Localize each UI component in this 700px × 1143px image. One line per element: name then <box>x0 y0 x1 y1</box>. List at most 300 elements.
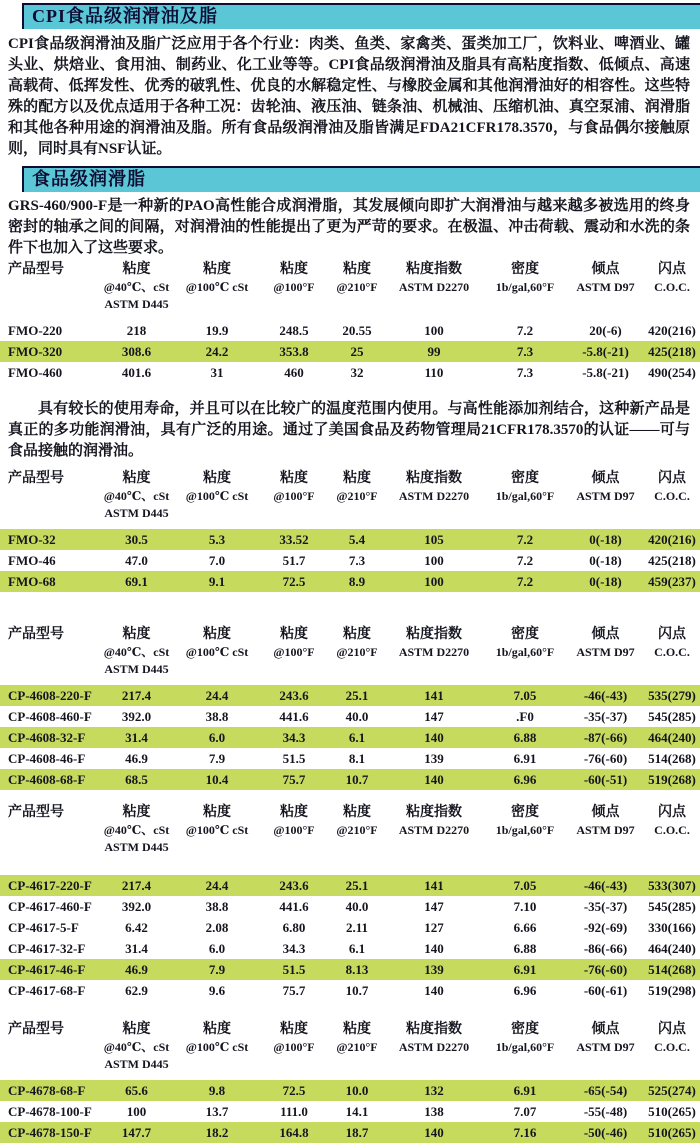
spec-value: 0(-18) <box>567 571 644 592</box>
spec-value: 510(265) <box>644 1122 700 1143</box>
spec-value: 490(254) <box>648 364 696 380</box>
column-header <box>175 804 259 875</box>
spec-value: -50(-46) <box>567 1122 644 1143</box>
spec-value: 127 <box>424 919 444 935</box>
column-header-line: 闪点 <box>658 262 686 277</box>
spec-value: 19.9 <box>205 322 229 338</box>
spec-value: 25 <box>329 341 385 362</box>
spec-value: 100 <box>126 1103 147 1119</box>
spec-value: 30.5 <box>98 529 175 550</box>
spec-value: 5.3 <box>175 529 259 550</box>
table-row <box>0 938 700 959</box>
spec-table-cp4608 <box>0 626 700 790</box>
table-row <box>0 320 700 341</box>
column-header <box>567 261 644 320</box>
spec-value: 100 <box>385 571 483 592</box>
product-model: CP-4678-100-F <box>8 1103 92 1119</box>
spec-value: 140 <box>424 940 444 956</box>
column-header-line: 粘度指数 <box>406 627 462 642</box>
column-header-line: 粘度 <box>280 805 308 820</box>
column-header-line: @100°F <box>273 645 315 659</box>
spec-value: 392.0 <box>121 708 152 724</box>
column-header <box>98 1021 175 1080</box>
column-header-line: 闪点 <box>658 1022 686 1037</box>
product-model: CP-4617-5-F <box>8 919 79 935</box>
spec-value: 5.4 <box>329 529 385 550</box>
spec-value: 33.52 <box>259 529 329 550</box>
spec-value: -5.8(-21) <box>567 341 644 362</box>
column-header-line: 闪点 <box>658 627 686 642</box>
spec-value: 7.3 <box>348 552 366 568</box>
spec-table-fmo-high <box>0 261 700 383</box>
column-header-line: ASTM D97 <box>576 645 635 659</box>
spec-value: 31 <box>210 364 224 380</box>
column-header-line: C.O.C. <box>654 1040 690 1054</box>
column-header-line: 闪点 <box>658 471 686 486</box>
spec-value: 510(265) <box>648 1103 696 1119</box>
spec-value: 525(274) <box>644 1080 700 1101</box>
column-header-line: 1b/gal,60°F <box>495 489 555 503</box>
spec-value: 132 <box>385 1080 483 1101</box>
column-header-line: @100°F <box>273 823 315 837</box>
spec-value: 218 <box>126 322 147 338</box>
spec-value: 425(218) <box>648 552 696 568</box>
spec-value: 51.5 <box>259 959 329 980</box>
spec-value: 248.5 <box>279 322 309 338</box>
spec-value: 6.0 <box>208 940 226 956</box>
column-header-line: 粘度指数 <box>406 805 462 820</box>
column-header-line: 粘度 <box>122 471 151 486</box>
column-header-line: ASTM D97 <box>576 489 635 503</box>
column-header-model <box>0 261 98 320</box>
spec-value: 38.8 <box>205 708 229 724</box>
column-header <box>329 1021 385 1080</box>
column-header <box>175 1021 259 1080</box>
spec-value: 72.5 <box>259 1080 329 1101</box>
spec-value: 464(240) <box>644 727 700 748</box>
spec-value: 7.07 <box>513 1103 537 1119</box>
column-header-line: @40℃、cSt <box>103 489 170 503</box>
column-header-line: C.O.C. <box>654 489 690 503</box>
spec-value: 31.4 <box>125 940 148 956</box>
column-header-line: 产品型号 <box>8 262 64 277</box>
column-header-line: @100℃ cSt <box>185 1040 249 1054</box>
column-header <box>385 1021 483 1080</box>
column-header <box>567 470 644 529</box>
spec-value: 6.1 <box>329 727 385 748</box>
spec-value: 243.6 <box>259 875 329 896</box>
spec-value: 62.9 <box>125 982 148 998</box>
column-header-line: @100℃ cSt <box>185 489 249 503</box>
spec-value: 10.0 <box>329 1080 385 1101</box>
spec-table-cp4678 <box>0 1021 700 1143</box>
column-header-line: @40℃、cSt <box>103 280 170 294</box>
spec-value: 6.96 <box>513 982 537 998</box>
column-header <box>644 261 700 320</box>
column-header-line: @100°F <box>273 1040 315 1054</box>
column-header-line: @100°F <box>273 489 315 503</box>
column-header-model <box>0 1021 98 1080</box>
column-header <box>644 470 700 529</box>
column-header <box>98 470 175 529</box>
column-header <box>567 626 644 685</box>
table-row <box>0 550 700 571</box>
column-header-line: 产品型号 <box>8 471 64 486</box>
product-model: CP-4617-220-F <box>0 875 98 896</box>
spec-value: 47.0 <box>125 552 148 568</box>
column-header <box>329 470 385 529</box>
spec-value: 7.2 <box>516 322 534 338</box>
column-header-line: @210°F <box>336 489 378 503</box>
spec-value: 514(268) <box>648 750 696 766</box>
column-header-line: @100℃ cSt <box>185 280 249 294</box>
spec-value: 2.11 <box>345 919 369 935</box>
table-row <box>0 959 700 980</box>
fmo-description-paragraph: 具有较长的使用寿命，并且可以在比较广的温度范围内使用。与高性能添加剂结合，这种新产品是真正的多功能润滑油，具有广泛的用途。通过了美国食品及药物管理局21CFR178.3570的认证——可与食品接触的润滑油。 <box>8 401 690 459</box>
product-model: CP-4678-150-F <box>0 1122 98 1143</box>
spec-value: 460 <box>284 364 304 380</box>
spec-value: 425(218) <box>644 341 700 362</box>
column-header-line: 粘度 <box>203 805 231 820</box>
spec-value: 10.7 <box>345 982 369 998</box>
spec-value: 51.7 <box>282 552 306 568</box>
product-model: CP-4617-32-F <box>8 940 86 956</box>
spec-value: 420(216) <box>648 322 696 338</box>
column-header-line: 粘度 <box>122 627 151 642</box>
column-header <box>567 804 644 875</box>
spec-value: 20(-6) <box>589 322 622 338</box>
spec-value: 6.88 <box>513 940 537 956</box>
column-header-line: ASTM D445 <box>104 297 169 311</box>
spec-table-cp4617 <box>0 804 700 1001</box>
column-header <box>259 470 329 529</box>
spec-value: 69.1 <box>98 571 175 592</box>
column-header-line: 倾点 <box>591 471 620 486</box>
table-row <box>0 1101 700 1122</box>
spec-value: 545(285) <box>648 708 696 724</box>
spec-value: 6.91 <box>483 959 567 980</box>
spec-value: -87(-66) <box>567 727 644 748</box>
spec-value: 100 <box>424 552 444 568</box>
spec-value: 34.3 <box>282 940 306 956</box>
column-header-line: @210°F <box>336 280 378 294</box>
column-header-line: 1b/gal,60°F <box>495 645 555 659</box>
spec-value: 243.6 <box>259 685 329 706</box>
column-header-model <box>0 470 98 529</box>
spec-value: -60(-61) <box>583 982 628 998</box>
column-header <box>483 626 567 685</box>
product-model: CP-4608-46-F <box>8 750 86 766</box>
spec-value: 111.0 <box>280 1103 308 1119</box>
spec-value: 7.2 <box>516 552 534 568</box>
column-header-line: 密度 <box>511 1022 539 1037</box>
column-header <box>644 804 700 875</box>
spec-value: 7.10 <box>513 898 537 914</box>
spec-value: 25.1 <box>329 875 385 896</box>
column-header-line: 粘度 <box>280 627 308 642</box>
spec-value: 141 <box>385 685 483 706</box>
spec-value: 8.1 <box>348 750 366 766</box>
column-header-line: 粘度 <box>280 471 308 486</box>
column-header-line: 粘度指数 <box>406 471 462 486</box>
column-header-line: ASTM D445 <box>104 840 169 854</box>
product-model: CP-4617-46-F <box>0 959 98 980</box>
spec-value: 0(-18) <box>589 552 622 568</box>
table-row <box>0 362 700 383</box>
spec-value: 46.9 <box>98 959 175 980</box>
spec-value: 10.7 <box>329 769 385 790</box>
spec-value: 24.4 <box>175 685 259 706</box>
column-header-line: ASTM D2270 <box>398 489 470 503</box>
spec-value: -86(-66) <box>583 940 628 956</box>
column-header-line: @100°F <box>273 280 315 294</box>
column-header <box>385 804 483 875</box>
column-header <box>567 1021 644 1080</box>
column-header <box>175 470 259 529</box>
spec-value: .F0 <box>516 708 534 724</box>
spec-value: 9.1 <box>175 571 259 592</box>
table-row <box>0 341 700 362</box>
spec-value: 459(237) <box>644 571 700 592</box>
table-row <box>0 706 700 727</box>
spec-value: -55(-48) <box>583 1103 628 1119</box>
spec-value: 110 <box>424 364 444 380</box>
column-header-line: ASTM D445 <box>104 506 169 520</box>
spec-value: -76(-60) <box>583 750 628 766</box>
column-header-model <box>0 804 98 875</box>
column-header-line: @100℃ cSt <box>185 823 249 837</box>
spec-value: 8.9 <box>329 571 385 592</box>
spec-value: 7.9 <box>208 750 226 766</box>
column-header-line: ASTM D2270 <box>398 823 470 837</box>
spec-value: 34.3 <box>259 727 329 748</box>
column-header <box>329 804 385 875</box>
spec-value: 6.1 <box>348 940 366 956</box>
product-model: FMO-460 <box>8 364 63 380</box>
spec-value: 464(240) <box>648 940 696 956</box>
spec-value: 2.08 <box>205 919 229 935</box>
table-row <box>0 529 700 550</box>
column-header-line: 粘度 <box>203 627 231 642</box>
column-header-line: 粘度 <box>280 262 308 277</box>
spec-value: 6.0 <box>175 727 259 748</box>
column-header-line: ASTM D2270 <box>398 1040 470 1054</box>
spec-value: 7.2 <box>483 571 567 592</box>
spec-value: 6.42 <box>125 919 148 935</box>
spec-value: 140 <box>385 1122 483 1143</box>
column-header-line: ASTM D445 <box>104 662 169 676</box>
spec-value: 140 <box>385 769 483 790</box>
column-header-line: ASTM D97 <box>576 1040 635 1054</box>
spec-value: 100 <box>424 322 444 338</box>
spec-value: 519(298) <box>648 982 696 998</box>
column-header-line: 粘度 <box>122 1022 151 1037</box>
spec-value: 46.9 <box>125 750 148 766</box>
column-header-line: 1b/gal,60°F <box>495 1040 555 1054</box>
table-row <box>0 727 700 748</box>
spec-value: 51.5 <box>282 750 306 766</box>
table-row <box>0 748 700 769</box>
spec-value: 140 <box>385 727 483 748</box>
spec-value: 7.3 <box>483 341 567 362</box>
spec-table-fmo-low <box>0 470 700 592</box>
column-header-line: ASTM D445 <box>104 1057 169 1071</box>
spec-value: 9.8 <box>175 1080 259 1101</box>
spec-value: 140 <box>424 982 444 998</box>
column-header-line: 密度 <box>511 471 539 486</box>
product-model: CP-4617-460-F <box>8 898 92 914</box>
product-model: FMO-68 <box>0 571 98 592</box>
spec-value: -92(-69) <box>583 919 628 935</box>
column-header-line: @210°F <box>336 823 378 837</box>
column-header-line: 倾点 <box>591 1022 620 1037</box>
column-header-line: 产品型号 <box>8 627 64 642</box>
column-header <box>483 804 567 875</box>
spec-value: 65.6 <box>98 1080 175 1101</box>
spec-value: 545(285) <box>648 898 696 914</box>
column-header <box>483 1021 567 1080</box>
column-header-line: ASTM D97 <box>576 280 635 294</box>
spec-value: 7.0 <box>208 552 226 568</box>
column-header <box>483 470 567 529</box>
column-header-line: @100℃ cSt <box>185 645 249 659</box>
table-row <box>0 1080 700 1101</box>
column-header-line: 密度 <box>511 262 539 277</box>
spec-value: 105 <box>385 529 483 550</box>
table-row <box>0 1122 700 1143</box>
spec-value: 141 <box>385 875 483 896</box>
spec-value: 6.96 <box>483 769 567 790</box>
spec-value: 401.6 <box>121 364 152 380</box>
column-header <box>644 1021 700 1080</box>
spec-value: 6.91 <box>483 1080 567 1101</box>
spec-value: 7.05 <box>483 685 567 706</box>
column-header <box>644 626 700 685</box>
product-model: CP-4617-68-F <box>8 982 86 998</box>
product-model: CP-4678-68-F <box>0 1080 98 1101</box>
spec-value: 6.88 <box>483 727 567 748</box>
column-header <box>259 626 329 685</box>
table-row <box>0 875 700 896</box>
column-header-line: 粘度 <box>343 471 371 486</box>
column-header-line: 倾点 <box>591 627 620 642</box>
column-header <box>175 261 259 320</box>
spec-value: 138 <box>424 1103 444 1119</box>
grease-paragraph: GRS-460/900-F是一种新的PAO高性能合成润滑脂，其发展倾向即扩大润滑油与越来越多被选用的终身密封的轴承之间的间隔，对润滑油的性能提出了更为严苛的要求。在极温、冲击荷载、震动和水洗的条件下也加入了这些要求。 <box>8 198 690 256</box>
spec-value: -65(-54) <box>567 1080 644 1101</box>
column-header-line: 1b/gal,60°F <box>495 823 555 837</box>
column-header <box>329 261 385 320</box>
spec-value: 13.7 <box>205 1103 229 1119</box>
spec-value: -60(-51) <box>567 769 644 790</box>
spec-value: 7.9 <box>175 959 259 980</box>
table-row <box>0 571 700 592</box>
spec-value: 519(268) <box>644 769 700 790</box>
spec-value: -46(-43) <box>567 685 644 706</box>
spec-value: 139 <box>424 750 444 766</box>
column-header-line: C.O.C. <box>654 645 690 659</box>
column-header-line: ASTM D2270 <box>398 645 470 659</box>
column-header-line: @40℃、cSt <box>103 823 170 837</box>
spec-value: 147 <box>424 898 444 914</box>
spec-value: 7.3 <box>516 364 534 380</box>
spec-value: 72.5 <box>259 571 329 592</box>
spec-value: 441.6 <box>279 898 309 914</box>
spec-value: 7.2 <box>483 529 567 550</box>
spec-value: 9.6 <box>208 982 226 998</box>
column-header-line: ASTM D97 <box>576 823 635 837</box>
column-header-line: 闪点 <box>658 805 686 820</box>
column-header-line: 粘度 <box>203 1022 231 1037</box>
spec-value: 535(279) <box>644 685 700 706</box>
column-header-line: 倾点 <box>591 262 620 277</box>
spec-value: 75.7 <box>259 769 329 790</box>
column-header <box>385 261 483 320</box>
column-header-line: C.O.C. <box>654 823 690 837</box>
column-header-line: 产品型号 <box>8 805 64 820</box>
product-model: FMO-220 <box>8 322 63 338</box>
spec-value: 18.7 <box>329 1122 385 1143</box>
spec-value: 31.4 <box>98 727 175 748</box>
spec-value: 6.66 <box>513 919 537 935</box>
spec-value: 217.4 <box>98 875 175 896</box>
spec-value: 25.1 <box>329 685 385 706</box>
column-header <box>259 261 329 320</box>
table-row <box>0 685 700 706</box>
spec-value: 217.4 <box>98 685 175 706</box>
column-header-line: @210°F <box>336 1040 378 1054</box>
spec-value: 24.2 <box>175 341 259 362</box>
column-header <box>329 626 385 685</box>
column-header-line: 粘度 <box>122 805 151 820</box>
spec-value: -35(-37) <box>583 708 628 724</box>
spec-value: 40.0 <box>345 708 369 724</box>
column-header-line: 1b/gal,60°F <box>495 280 555 294</box>
spec-value: -35(-37) <box>583 898 628 914</box>
spec-value: 6.80 <box>282 919 306 935</box>
spec-value: 14.1 <box>345 1103 369 1119</box>
intro-paragraph: CPI食品级润滑油及脂广泛应用于各个行业：肉类、鱼类、家禽类、蛋类加工厂，饮料业、啤酒业、罐头业、烘焙业、食用油、制药业、化工业等等。CPI食品级润滑油及脂具有高粘度指数、低倾点、高速高载荷、低挥发性、优秀的破乳性、优良的水解稳定性、与橡胶金属和其他润滑油好的相容性。这些特殊的配方以及优点适用于各种工况：齿轮油、液压油、链条油、机械油、压缩机油、真空泵浦、润滑脂和其他各种用途的润滑油及脂。所有食品级润滑油及脂皆满足FDA21CFR178.3570，与食品偶尔接触原则，同时具有NSF认证。 <box>8 36 690 157</box>
product-model: CP-4608-32-F <box>0 727 98 748</box>
spec-value: 0(-18) <box>567 529 644 550</box>
column-header-line: 粘度指数 <box>406 1022 462 1037</box>
column-header <box>385 626 483 685</box>
column-header-line: 倾点 <box>591 805 620 820</box>
spec-value: 308.6 <box>98 341 175 362</box>
column-header-line: 粘度 <box>343 1022 371 1037</box>
spec-value: 10.4 <box>175 769 259 790</box>
product-model: FMO-46 <box>8 552 56 568</box>
spec-value: -46(-43) <box>567 875 644 896</box>
table-row <box>0 896 700 917</box>
spec-value: 392.0 <box>121 898 152 914</box>
table-row <box>0 980 700 1001</box>
spec-value: 7.05 <box>483 875 567 896</box>
spec-value: 40.0 <box>345 898 369 914</box>
spec-value: 8.13 <box>329 959 385 980</box>
spec-value: 533(307) <box>644 875 700 896</box>
spec-value: 420(216) <box>644 529 700 550</box>
spec-value: 330(166) <box>648 919 696 935</box>
spec-value: -76(-60) <box>567 959 644 980</box>
product-model: FMO-320 <box>0 341 98 362</box>
table-row <box>0 917 700 938</box>
column-header-line: 粘度 <box>280 1022 308 1037</box>
column-header-line: @210°F <box>336 645 378 659</box>
spec-value: 6.91 <box>513 750 537 766</box>
column-header-line: @40℃、cSt <box>103 645 170 659</box>
spec-value: 24.4 <box>175 875 259 896</box>
